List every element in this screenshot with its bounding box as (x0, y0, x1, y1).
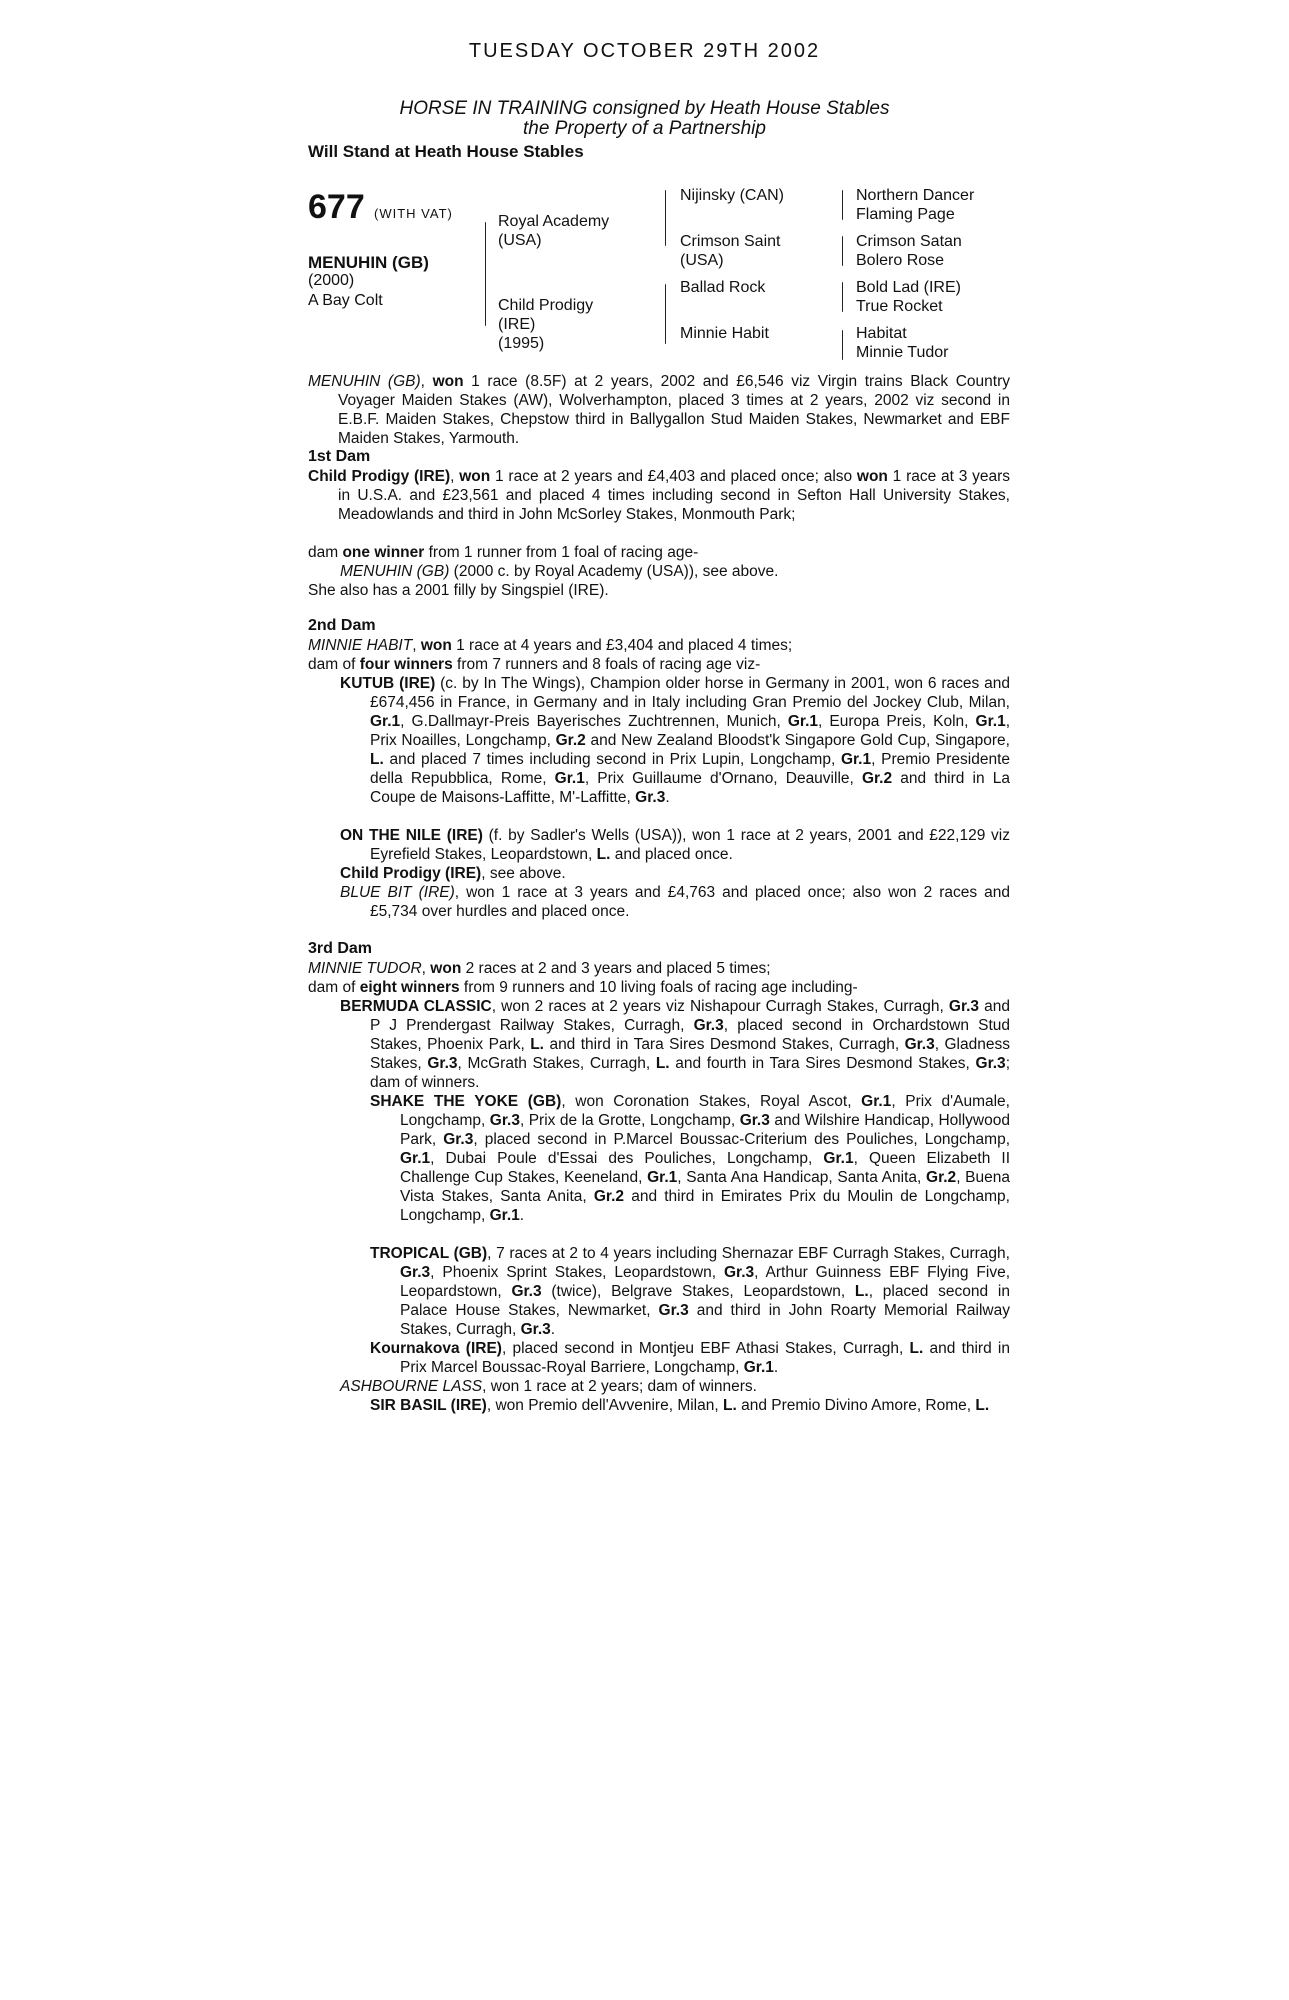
pedigree-brace-dam (665, 284, 666, 344)
pedigree-ds: Ballad Rock (680, 279, 766, 296)
pedigree-dd: Minnie Habit (680, 325, 769, 342)
pedigree-sd: Crimson Saint (USA) (680, 233, 781, 269)
produce-sir-basil: SIR BASIL (IRE), won Premio dell'Avvenire, Milan, L. and Premio Divino Amore, Rome, L. (370, 1397, 990, 1414)
pedigree-sds: Crimson Satan (856, 233, 962, 250)
foaling-year: (2000) (308, 272, 355, 289)
third-dam-produce: dam of eight winners from 9 runners and 10 living foals of racing age including- (308, 979, 858, 996)
horse-record: MENUHIN (GB), won 1 race (8.5F) at 2 years, 2002 and £6,546 viz Virgin trains Black Country Voyager Maiden Stakes (AW), Wolverhampton, placed 3 times at 2 years, 2002 viz second in E.B.F. Maiden Stakes, Chepstow third in Ballygallon Stud Maiden Stakes, Newmarket and EBF Maiden Stakes, Yarmouth. (308, 373, 1010, 447)
lot-number: 677 (308, 188, 365, 226)
horse-name: MENUHIN (GB) (308, 253, 429, 272)
pedigree-dss: Bold Lad (IRE) (856, 279, 961, 296)
stand-line: Will Stand at Heath House Stables (308, 142, 584, 161)
third-dam-heading: 3rd Dam (308, 940, 373, 957)
consignment-line-2: the Property of a Partnership (523, 118, 766, 139)
produce-blue-bit: BLUE BIT (IRE), won 1 race at 3 years and £4,763 and placed once; also won 2 races and £5,734 over hurdles and placed once. (340, 884, 1010, 920)
pedigree-brace-ds (842, 282, 843, 312)
pedigree-sdd: Bolero Rose (856, 252, 945, 269)
pedigree-ddd: Minnie Tudor (856, 344, 949, 361)
produce-on-the-nile: ON THE NILE (IRE) (f. by Sadler's Wells (USA)), won 1 race at 2 years, 2001 and £22,129 viz Eyrefield Stakes, Leopardstown, L. and placed once. (340, 827, 1010, 863)
pedigree-sss: Northern Dancer (856, 187, 975, 204)
pedigree-brace-sd (842, 236, 843, 266)
produce-kournakova: Kournakova (IRE), placed second in Montjeu EBF Athasi Stakes, Curragh, L. and third in Prix Marcel Boussac-Royal Barriere, Longchamp, Gr.1. (370, 1340, 1010, 1376)
second-dam-produce: dam of four winners from 7 runners and 8 foals of racing age viz- (308, 656, 761, 673)
pedigree-dam: Child Prodigy (IRE) (1995) (498, 297, 594, 352)
pedigree-ss: Nijinsky (CAN) (680, 187, 784, 204)
produce-child-prodigy: Child Prodigy (IRE), see above. (340, 865, 566, 882)
horse-description: A Bay Colt (308, 292, 383, 309)
produce-shake-the-yoke: SHAKE THE YOKE (GB), won Coronation Stakes, Royal Ascot, Gr.1, Prix d'Aumale, Longchamp, Gr.3, Prix de la Grotte, Longchamp, Gr.3 and Wilshire Handicap, Hollywood Park, Gr.3, placed second in P.Marcel Boussac-Criterium des Pouliches, Longchamp, Gr.1, Dubai Poule d'Essai des Pouliches, Longchamp, Gr.1, Queen Elizabeth II Challenge Cup Stakes, Keeneland, Gr.1, Santa Ana Handicap, Santa Anita, Gr.2, Buena Vista Stakes, Santa Anita, Gr.2 and third in Emirates Prix du Moulin de Longchamp, Longchamp, Gr.1. (370, 1093, 1011, 1224)
third-dam-record: MINNIE TUDOR, won 2 races at 2 and 3 years and placed 5 times; (308, 960, 771, 977)
pedigree-brace-gen1 (485, 222, 486, 326)
first-dam-produce: dam one winner from 1 runner from 1 foal of racing age- (308, 544, 699, 561)
consignment-line-1: HORSE IN TRAINING consigned by Heath House Stables (399, 98, 890, 119)
first-dam-heading: 1st Dam (308, 448, 371, 465)
pedigree-ssd: Flaming Page (856, 206, 955, 223)
pedigree-dsd: True Rocket (856, 298, 943, 315)
produce-menuhin: MENUHIN (GB) (2000 c. by Royal Academy (USA)), see above. (340, 563, 779, 580)
pedigree-brace-sire (665, 190, 666, 246)
first-dam-record: Child Prodigy (IRE), won 1 race at 2 years and £4,403 and placed once; also won 1 race at 3 years in U.S.A. and £23,561 and placed 4 times including second in Sefton Hall University Stakes, Meadowlands and third in John McSorley Stakes, Monmouth Park; (308, 468, 1010, 523)
pedigree-dds: Habitat (856, 325, 907, 342)
produce-tropical: TROPICAL (GB), 7 races at 2 to 4 years including Shernazar EBF Curragh Stakes, Curragh, Gr.3, Phoenix Sprint Stakes, Leopardstown, Gr.3, Arthur Guinness EBF Flying Five, Leopardstown, Gr.3 (twice), Belgrave Stakes, Leopardstown, L., placed second in Palace House Stakes, Newmarket, Gr.3 and third in John Roarty Memorial Railway Stakes, Curragh, Gr.3. (370, 1245, 1010, 1338)
pedigree-brace-ss (842, 190, 843, 220)
pedigree-brace-dd (842, 330, 843, 360)
sale-date: TUESDAY OCTOBER 29TH 2002 (468, 40, 821, 62)
filly-note: She also has a 2001 filly by Singspiel (IRE). (308, 582, 609, 599)
produce-bermuda-classic: BERMUDA CLASSIC, won 2 races at 2 years viz Nishapour Curragh Stakes, Curragh, Gr.3 and P J Prendergast Railway Stakes, Curragh, Gr.3, placed second in Orchardstown Stud Stakes, Phoenix Park, L. and third in Tara Sires Desmond Stakes, Curragh, Gr.3, Gladness Stakes, Gr.3, McGrath Stakes, Curragh, L. and fourth in Tara Sires Desmond Stakes, Gr.3; dam of winners. (340, 998, 1010, 1091)
vat-note: (WITH VAT) (374, 206, 453, 221)
produce-ashbourne-lass: ASHBOURNE LASS, won 1 race at 2 years; dam of winners. (340, 1378, 757, 1395)
second-dam-record: MINNIE HABIT, won 1 race at 4 years and £3,404 and placed 4 times; (308, 637, 793, 654)
second-dam-heading: 2nd Dam (308, 617, 376, 634)
produce-kutub: KUTUB (IRE) (c. by In The Wings), Champion older horse in Germany in 2001, won 6 races and £674,456 in France, in Germany and in Italy including Gran Premio del Jockey Club, Milan, Gr.1, G.Dallmayr-Preis Bayerisches Zuchtrennen, Munich, Gr.1, Europa Preis, Koln, Gr.1, Prix Noailles, Longchamp, Gr.2 and New Zealand Bloodst'k Singapore Gold Cup, Singapore, L. and placed 7 times including second in Prix Lupin, Longchamp, Gr.1, Premio Presidente della Repubblica, Rome, Gr.1, Prix Guillaume d'Ornano, Deauville, Gr.2 and third in La Coupe de Maisons-Laffitte, M'-Laffitte, Gr.3. (340, 675, 1011, 806)
pedigree-sire: Royal Academy (USA) (498, 213, 610, 249)
